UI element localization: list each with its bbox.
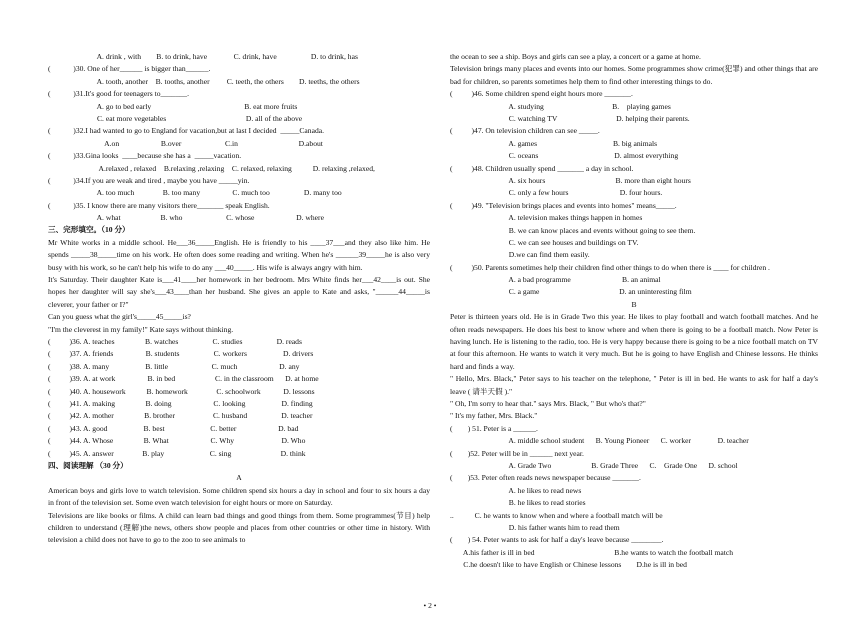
right-line: Television brings many places and events into our homes. Some programmes show crime(犯罪) and other things that are bad for children, so parents sometimes help them to find other interesting things to do. [450, 64, 818, 86]
right-line: " Hello, Mrs. Black," Peter says to his teacher on the telephone, " Peter is ill in bed. He wants to ask for half a day's leave ( 请半天假 )." [450, 374, 818, 396]
left-line: ( )31.It's good for teenagers to_______. [48, 89, 189, 99]
right-line: D.we can find them easily. [486, 250, 590, 260]
left-line: ( )34.If you are weak and tired , maybe you have _____yin. [48, 175, 250, 185]
right-line: the ocean to see a ship. Boys and girls can see a play, a concert or a game at home. [450, 52, 701, 61]
page-number: • 2 • [423, 601, 437, 610]
right-line: .. C. he wants to know when and where a football match will be [450, 510, 663, 520]
left-line: ( )38. A. many B. little C. much D. any [48, 361, 300, 371]
left-line: Can you guess what the girl's_____45_____is? [48, 312, 191, 322]
left-line: ( )44. A. Whose B. What C. Why D. Who [48, 436, 306, 446]
left-line: A. tooth, another B. tooths, another C. teeth, the others D. teeths, the others [78, 76, 360, 86]
left-line: ( )36. A. teaches B. watches C. studies D. reads [48, 337, 302, 347]
left-line: It's Saturday. Their daughter Kate is___41____her homework in her bedroom. Mrs White finds her___42____is out. She hopes her daughter will say she's___43____than her husband. She gives an apple to Kate and asks, "______44_____is cleverer, your father or I?" [48, 275, 430, 309]
right-line: A. television makes things happen in homes [486, 213, 643, 223]
right-line: C.he doesn't like to have English or Chinese lessons D.he is ill in bed [450, 560, 687, 570]
right-line: Peter is thirteen years old. He is in Grade Two this year. He likes to play football and watch football matches. And he often reads newspapers. He does his best to know where and when there is going to be a football match. Now Peter is having lunch. He is listening to the radio, too. He is very happy because there is going to be a nice football match on TV at four this afternoon. He wants to watch it very much. But he is going to have English and Chinese lessons. He thinks hard and finds a way. [450, 312, 818, 371]
right-line: A. Grade Two B. Grade Three C. Grade One D. school [486, 461, 738, 471]
right-line: C. a game D. an uninteresting film [486, 287, 692, 297]
right-line: C. watching TV D. helping their parents. [486, 113, 690, 123]
right-line: ( ) 54. Peter wants to ask for half a day's leave because ________. [450, 535, 664, 545]
left-line: ( )45. A. answer B. play C. sing D. think [48, 448, 306, 458]
right-line: ( )48. Children usually spend _______ a day in school. [450, 163, 634, 173]
left-line: A [236, 473, 242, 483]
left-line: ( )30. One of her______ is bigger than______. [48, 64, 211, 74]
left-line: A. drink , with B. to drink, have C. drink, have D. to drink, has [78, 52, 358, 61]
right-line: A. middle school student B. Young Pioneer C. worker D. teacher [486, 436, 749, 446]
left-line: Mr White works in a middle school. He___36_____English. He is friendly to his ____37___and they also like him. He spends _____38_____time on his work. He often does some reading and writing. When he's ______39_____he is also very busy with his work, so he can't help his wife to do any ___40_____. His wife is always angry with him. [48, 237, 430, 272]
left-line: A.on B.over C.in D.about [78, 138, 323, 148]
left-line: ( )39. A. at work B. in bed C. in the classroom D. at home [48, 374, 319, 384]
right-line: A. he likes to read news [486, 485, 582, 495]
right-line: ( )47. On television children can see _____. [450, 126, 600, 136]
left-line: Televisions are like books or films. A child can learn bad things and good things from them. Some programmes(节目) help children to understand (理解)the news, others show people and places from other countries or other time in history. With television a child does not have to go to the zoo to see animals to [48, 510, 430, 545]
right-line: B. he likes to read stories [486, 498, 586, 508]
left-line: ( )32.I had wanted to go to England for vacation,but at last I decided _____Canada. [48, 126, 325, 136]
left-line: ( )42. A. mother B. brother C. husband D. teacher [48, 411, 313, 421]
right-line: " It's my father, Mrs. Black." [450, 411, 538, 421]
right-line: A. six hours B. more than eight hours [486, 175, 691, 185]
right-line: A. games B. big animals [486, 138, 658, 148]
right-line: B [631, 299, 637, 309]
left-line: 四、阅读理解 （30 分） [48, 460, 128, 470]
left-line: ( )43. A. good B. best C. better D. bad [48, 423, 299, 433]
left-line: C. eat more vegetables D. all of the above [78, 113, 303, 123]
left-line: 三、完形填空。（10 分） [48, 225, 130, 235]
right-line: ( )50. Parents sometimes help their children find other things to do when there is ____ for children . [450, 262, 770, 272]
right-line: A. a bad programme B. an animal [486, 275, 661, 285]
left-line: A. go to bed early B. eat more fruits [78, 101, 298, 111]
right-line: A.his father is ill in bed B.he wants to watch the football match [450, 547, 734, 557]
left-line: ( )41. A. making B. doing C. looking D. finding [48, 399, 313, 409]
left-line: American boys and girls love to watch television. Some children spend six hours a day in school and four to six hours a day in front of the television set. Some even watch television for eight hours or more on Saturday. [48, 485, 430, 508]
left-line: "I'm the cleverest in my family!" Kate says without thinking. [48, 324, 234, 334]
right-line: C. only a few hours D. four hours. [486, 188, 663, 198]
left-line: ( )33.Gina looks ____because she has a _____vacation. [48, 151, 242, 161]
right-column [450, 51, 818, 572]
right-line: ( )52. Peter will be in ______ next year. [450, 448, 584, 458]
left-line: ( )35. I know there are many visitors there_______ speak English. [48, 200, 270, 210]
right-line: ( ) 51. Peter is a ______. [450, 423, 538, 433]
right-line: " Oh, I'm sorry to hear that." says Mrs. Black, " But who's that?" [450, 399, 646, 409]
right-line: B. we can know places and events without going to see them. [486, 225, 696, 235]
right-line: ( )53. Peter often reads news newspaper because _______. [450, 473, 641, 483]
right-line: D. his father wants him to read them [486, 522, 620, 532]
left-line: ( )37. A. friends B. students C. workers D. drivers [48, 349, 314, 359]
right-line: ( )49. "Television brings places and events into homes" means_____. [450, 200, 677, 210]
right-line: C. oceans D. almost everything [486, 151, 679, 161]
right-line: C. we can see houses and buildings on TV. [486, 237, 639, 247]
left-column [48, 51, 430, 547]
left-line: A. too much B. too many C. much too D. many too [78, 188, 342, 198]
right-line: A. studying B. playing games [486, 101, 671, 111]
left-line: ( )40. A. housework B. homework C. schoolwork D. lessons [48, 386, 315, 396]
left-line: A. what B. who C. whose D. where [78, 213, 324, 223]
right-line: ( )46. Some children spend eight hours more _______. [450, 89, 633, 99]
left-line: A.relaxed , relaxed B.relaxing ,relaxing C. relaxed, relaxing D. relaxing ,relaxed, [78, 163, 375, 173]
